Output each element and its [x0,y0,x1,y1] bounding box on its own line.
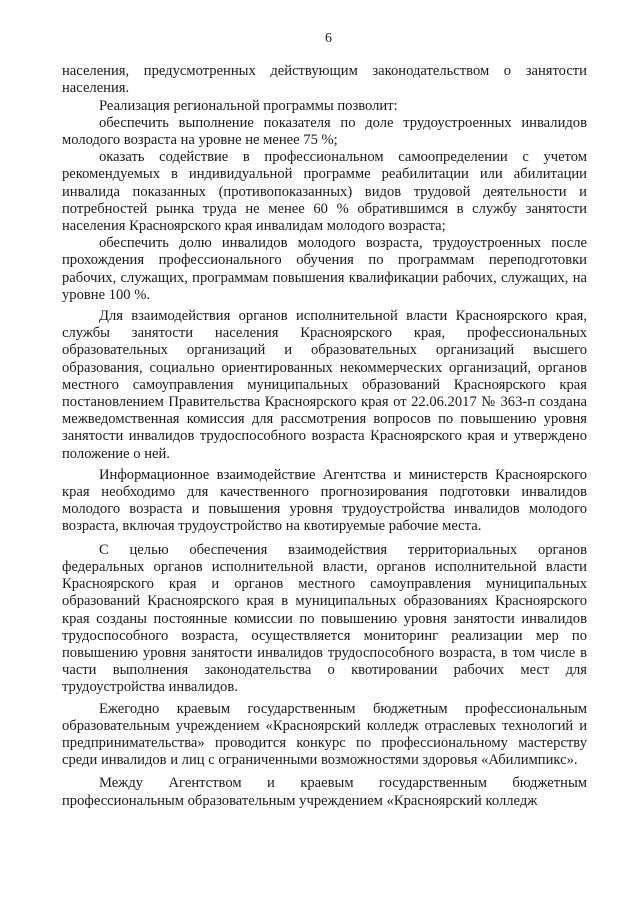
paragraph-interagency-commission: Для взаимодействия органов исполнительной власти Красноярского края, службы занятости населения Красноярского края, профессиональных образовательных организаций и образовательных организаций высшего образования, социально ориентированных некоммерческих организаций, органов местного самоуправления муниципальных образований Красноярского края постановлением Правительства Красноярского края от 22.06.2017 № 363-п создана межведомственная комиссия для рассмотрения вопросов по повышению уровня занятости инвалидов трудоспособного возраста Красноярского края и утверждено положение о ней. [62,308,587,462]
paragraph-municipal-commissions: С целью обеспечения взаимодействия территориальных органов федеральных органов исполнительной власти, органов исполнительной власти Красноярского края и органов местного самоуправления муниципальных образований Красноярского края в муниципальных образованиях Красноярского края созданы постоянные комиссии по повышению уровня занятости инвалидов трудоспособного возраста, осуществляется мониторинг реализации мер по повышению уровня занятости инвалидов трудоспособного возраста, в том числе в части выполнения законодательства о квотировании рабочих мест для трудоустройства инвалидов. [62,541,587,696]
document-page [62,30,587,810]
paragraph-information-interaction: Информационное взаимодействие Агентства и министерств Красноярского края необходимо для качественного прогнозирования подготовки инвалидов молодого возраста и повышения уровня трудоустройства инвалидов молодого возраста, включая трудоустройство на квотируемые рабочие места. [62,466,587,535]
paragraph-indicator-75: обеспечить выполнение показателя по доле трудоустроенных инвалидов молодого возраста на уровне не менее 75 %; [62,114,587,149]
paragraph-employment-law-continuation: населения, предусмотренных действующим законодательством о занятости населения. [62,63,587,97]
paragraph-training-100: обеспечить долю инвалидов молодого возраста, трудоустроенных после прохождения профессионального обучения по программам переподготовки рабочих, служащих, программам повышения квалификации рабочих, служащих, на уровне 100 %. [62,235,587,303]
paragraph-program-allows: Реализация региональной программы позволит: [99,97,398,114]
page-number: 6 [325,31,332,46]
paragraph-abilympics: Ежегодно краевым государственным бюджетным профессиональным образовательным учреждением «Красноярский колледж отраслевых технологий и предпринимательства» проводится конкурс по профессиональному мастерству среди инвалидов и лиц с ограниченными возможностями здоровья «Абилимпикс». [62,700,587,769]
paragraph-agency-college: Между Агентством и краевым государственным бюджетным профессиональным образовательным учреждением «Красноярский колледж [62,775,587,809]
paragraph-self-determination-60: оказать содействие в профессиональном самоопределении с учетом рекомендуемых в индивидуальной программе реабилитации или абилитации инвалида показанных (противопоказанных) видов трудовой деятельности и потребностей рынка труда не менее 60 % обратившимся в службу занятости населения Красноярского края инвалидам молодого возраста; [62,149,587,235]
